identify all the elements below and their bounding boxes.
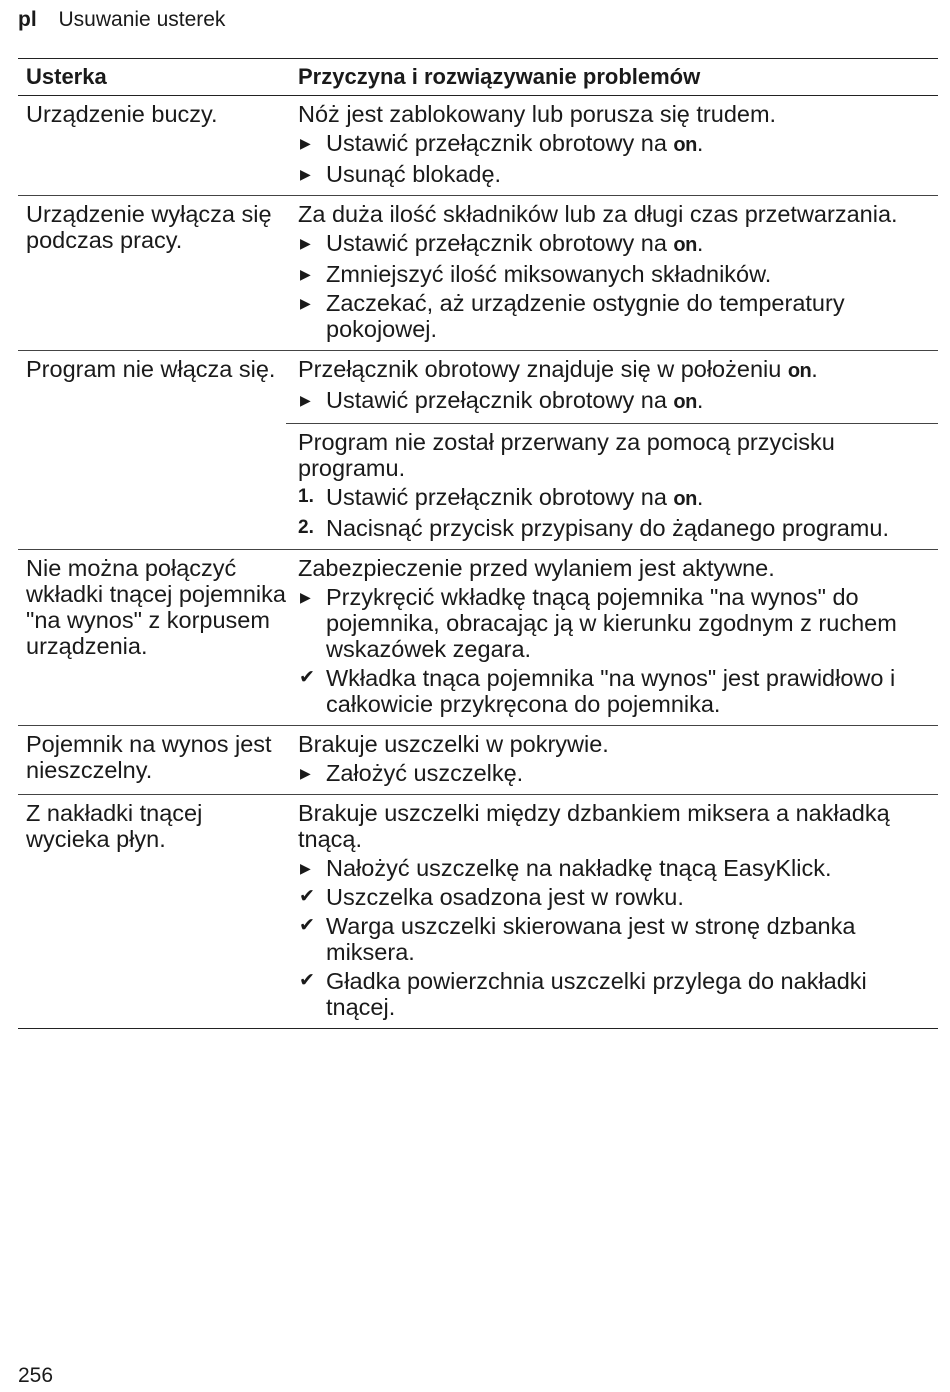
cause-cell <box>286 196 938 350</box>
step-number: 2. <box>298 517 314 538</box>
check-icon: ✔ <box>299 915 315 936</box>
cause-cell <box>286 351 938 549</box>
fault-cell: Program nie włącza się. <box>26 356 276 382</box>
action-item: ▶ Ustawić przełącznik obrotowy na on. <box>300 130 704 156</box>
triangle-bullet-icon: ▶ <box>300 860 311 876</box>
cause-cell <box>286 550 938 725</box>
table-row <box>18 550 938 726</box>
triangle-bullet-icon: ▶ <box>300 765 311 781</box>
cause-cell <box>286 795 938 1028</box>
fault-cell: Urządzenie buczy. <box>26 101 218 127</box>
result-item: ✔ Uszczelka osadzona jest w rowku. <box>299 884 684 910</box>
fault-cell: Z nakładki tnącej wycieka płyn. <box>26 800 203 852</box>
step-item: 1. Ustawić przełącznik obrotowy na on. <box>298 484 704 510</box>
column-header-cause: Przyczyna i rozwiązywanie problemów <box>298 64 701 89</box>
fault-cell: Nie można połączyć wkładki tnącej pojemnika "na wynos" z korpusem urządzenia. <box>26 555 286 659</box>
table-row <box>18 196 938 351</box>
check-icon: ✔ <box>299 970 315 991</box>
cause-text: Brakuje uszczelki w pokrywie. <box>298 731 609 757</box>
troubleshooting-table <box>18 58 938 1029</box>
action-item: ▶ Usunąć blokadę. <box>300 161 502 187</box>
cause-text: Nóż jest zablokowany lub porusza się trudem. <box>298 101 777 127</box>
cause-text: Program nie został przerwany za pomocą przycisku programu. <box>298 429 835 481</box>
triangle-bullet-icon: ▶ <box>300 589 311 605</box>
cause-text: Przełącznik obrotowy znajduje się w położeniu on. <box>298 356 818 382</box>
step-item: 2. Nacisnąć przycisk przypisany do żądanego programu. <box>298 515 889 541</box>
check-icon: ✔ <box>299 886 315 907</box>
column-header-fault: Usterka <box>26 64 107 89</box>
table-row <box>18 726 938 795</box>
action-item: ▶ Ustawić przełącznik obrotowy na on. <box>300 230 704 256</box>
triangle-bullet-icon: ▶ <box>300 166 311 182</box>
triangle-bullet-icon: ▶ <box>300 392 311 408</box>
table-header <box>18 59 938 96</box>
triangle-bullet-icon: ▶ <box>300 235 311 251</box>
page-number: 256 <box>18 1364 54 1387</box>
cause-block <box>286 423 938 549</box>
triangle-bullet-icon: ▶ <box>300 295 311 311</box>
section-title: Usuwanie usterek <box>58 8 226 31</box>
page-header <box>18 8 225 32</box>
cause-text: Zabezpieczenie przed wylaniem jest aktywne. <box>298 555 775 581</box>
result-item: ✔ Gładka powierzchnia uszczelki przylega do nakładki tnącej. <box>299 968 867 1020</box>
cause-cell <box>286 726 938 794</box>
fault-cell: Urządzenie wyłącza się podczas pracy. <box>26 201 272 253</box>
step-number: 1. <box>298 486 314 507</box>
table-row <box>18 96 938 196</box>
triangle-bullet-icon: ▶ <box>300 135 311 151</box>
cause-text: Za duża ilość składników lub za długi czas przetwarzania. <box>298 201 898 227</box>
result-item: ✔ Wkładka tnąca pojemnika "na wynos" jest prawidłowo i całkowicie przykręcona do pojemnika. <box>299 665 896 717</box>
check-icon: ✔ <box>299 667 315 688</box>
action-item: ▶ Przykręcić wkładkę tnącą pojemnika "na wynos" do pojemnika, obracając ją w kierunku zgodnym z ruchem wskazówek zegara. <box>300 584 897 662</box>
fault-cell: Pojemnik na wynos jest nieszczelny. <box>26 731 272 783</box>
action-item: ▶ Założyć uszczelkę. <box>300 760 524 786</box>
action-item: ▶ Ustawić przełącznik obrotowy na on. <box>300 387 704 413</box>
action-item: ▶ Zmniejszyć ilość miksowanych składników. <box>300 261 772 287</box>
triangle-bullet-icon: ▶ <box>300 266 311 282</box>
cause-block <box>286 351 938 423</box>
action-item: ▶ Nałożyć uszczelkę na nakładkę tnącą EasyKlick. <box>300 855 832 881</box>
cause-cell <box>286 96 938 195</box>
table-row <box>18 351 938 550</box>
cause-text: Brakuje uszczelki między dzbankiem miksera a nakładką tnącą. <box>298 800 890 852</box>
table-row <box>18 795 938 1028</box>
language-code: pl <box>18 8 37 31</box>
action-item: ▶ Zaczekać, aż urządzenie ostygnie do temperatury pokojowej. <box>300 290 845 342</box>
result-item: ✔ Warga uszczelki skierowana jest w stronę dzbanka miksera. <box>299 913 856 965</box>
